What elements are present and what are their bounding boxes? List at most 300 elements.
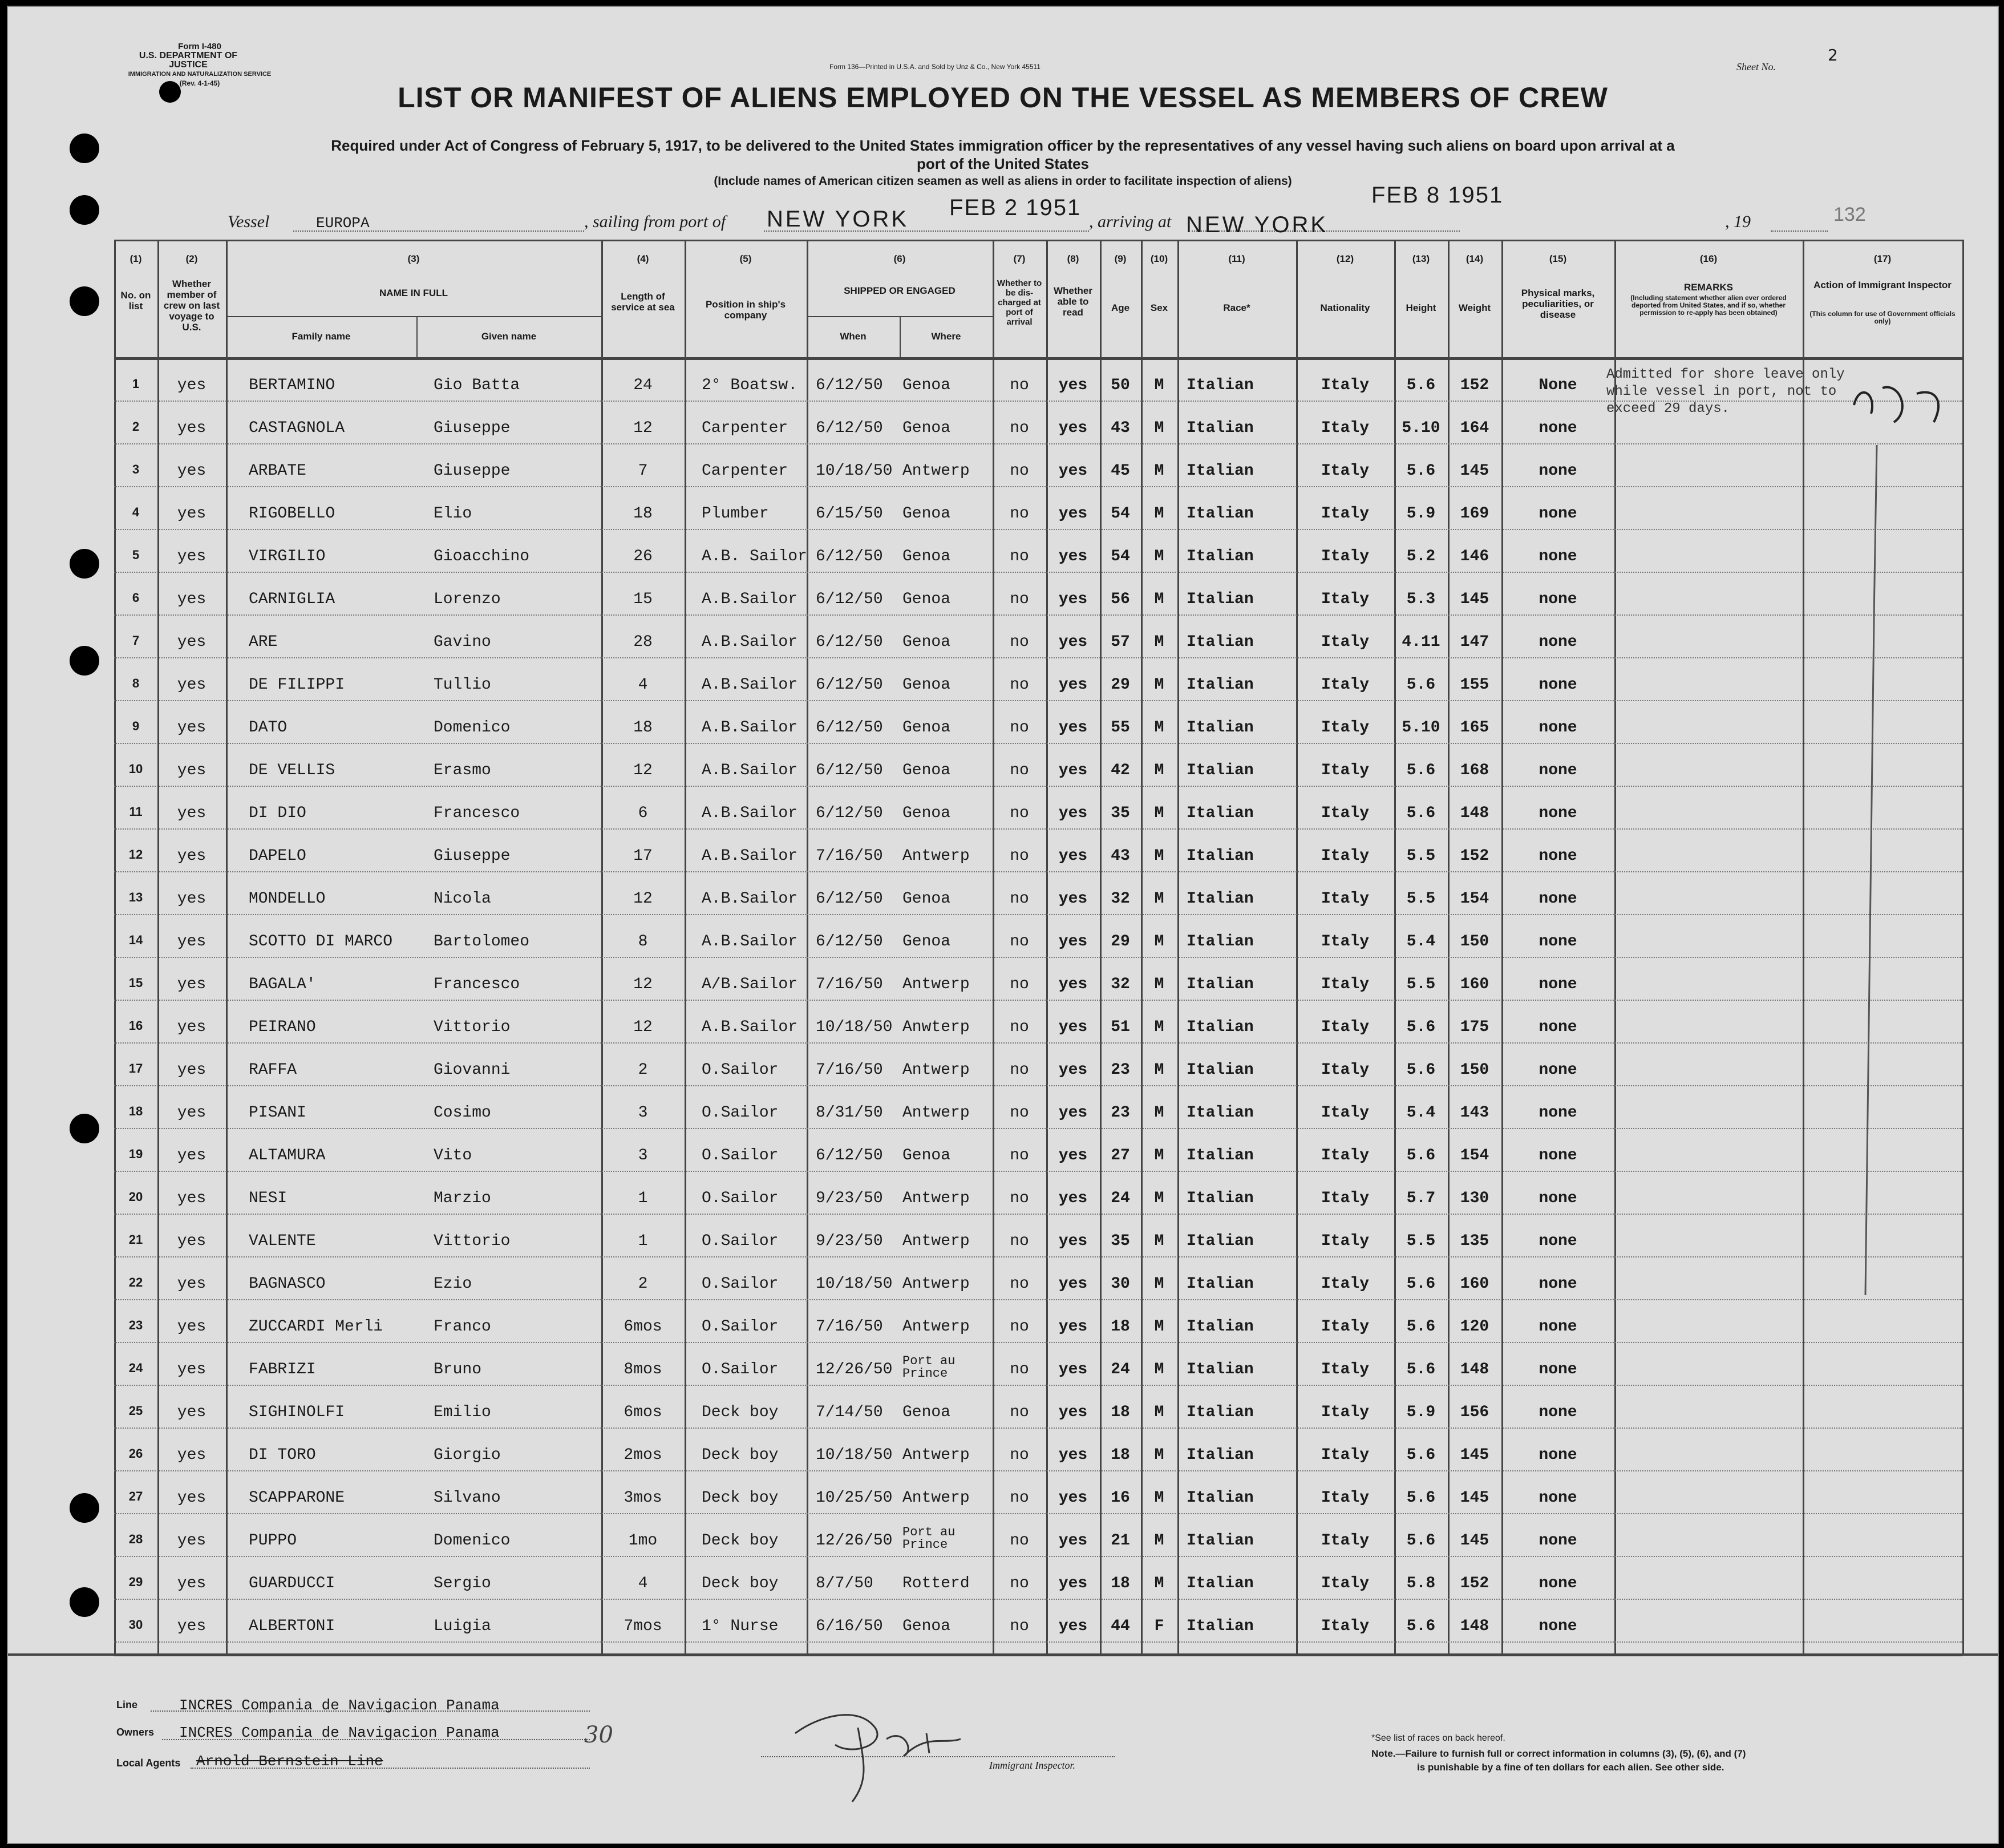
cell-family: FABRIZI (249, 1361, 316, 1378)
footer (8, 1653, 1998, 1842)
cell-weight: 135 (1460, 1232, 1489, 1250)
cell-height: 5.6 (1406, 1446, 1436, 1464)
cell-disch: no (1010, 505, 1029, 523)
note-block (1371, 1748, 1746, 1760)
cell-service: 3 (638, 1147, 648, 1164)
cell-nat: Italy (1321, 1275, 1369, 1293)
cell-where: Genoa (902, 591, 951, 608)
cell-weight: 164 (1460, 419, 1489, 437)
cell-race: Italian (1187, 1446, 1254, 1464)
cell-given: Nicola (434, 890, 491, 908)
cell-age: 29 (1111, 933, 1130, 951)
cell-given: Giuseppe (434, 462, 511, 480)
inspector-signature (772, 1693, 1029, 1807)
col-num: (13) (1412, 253, 1430, 264)
cell-no: 13 (128, 890, 143, 904)
cell-no: 6 (132, 591, 140, 605)
cell-when: 7/16/50 (816, 976, 883, 993)
cell-service: 12 (633, 762, 653, 779)
col-num: (4) (637, 253, 649, 264)
cell-race: Italian (1187, 1318, 1254, 1336)
cell-disch: no (1010, 890, 1029, 908)
cell-disch: no (1010, 804, 1029, 822)
cell-prev: yes (177, 419, 207, 437)
revision: (Rev. 4-1-45) (179, 79, 220, 87)
cell-family: BERTAMINO (249, 377, 335, 394)
cell-when: 10/18/50 (816, 1018, 893, 1036)
cell-prev: yes (177, 1018, 207, 1036)
cell-marks: none (1539, 804, 1577, 822)
cell-position: O.Sailor (702, 1147, 779, 1164)
cell-race: Italian (1187, 1061, 1254, 1079)
cell-family: NESI (249, 1190, 288, 1207)
cell-given: Elio (434, 505, 472, 523)
cell-age: 50 (1111, 377, 1130, 394)
note-label: Note.— (1371, 1748, 1406, 1759)
row-rule (114, 1428, 1962, 1429)
vessel-label: Vessel (228, 212, 270, 231)
cell-position: O.Sailor (702, 1275, 779, 1293)
cell-family: BAGALA' (249, 976, 316, 993)
cell-sex: M (1154, 1404, 1164, 1421)
cell-sex: M (1154, 1147, 1164, 1164)
sailing-label: , sailing from port of (584, 212, 726, 231)
cell-no: 16 (128, 1018, 143, 1033)
cell-marks: none (1539, 1190, 1577, 1207)
cell-where: Antwerp (902, 1275, 970, 1293)
col-num: (12) (1336, 253, 1354, 264)
cell-sex: M (1154, 933, 1164, 951)
cell-height: 5.5 (1406, 1232, 1436, 1250)
cell-marks: none (1539, 1232, 1577, 1250)
cell-marks: none (1539, 1489, 1577, 1507)
line-label: Line (116, 1699, 138, 1710)
cell-height: 5.6 (1406, 804, 1436, 822)
cell-weight: 169 (1460, 505, 1489, 523)
cell-no: 18 (128, 1104, 143, 1118)
cell-family: SCAPPARONE (249, 1489, 345, 1507)
cell-prev: yes (177, 676, 207, 694)
cell-family: DI DIO (249, 804, 306, 822)
header-race: Race* (1223, 302, 1250, 313)
cell-position: Deck boy (702, 1404, 779, 1421)
cell-race: Italian (1187, 719, 1254, 737)
cell-when: 6/12/50 (816, 676, 883, 694)
cell-read: yes (1058, 419, 1088, 437)
punch-hole (70, 1587, 99, 1617)
cell-marks: none (1539, 1617, 1577, 1635)
subtitle-1: Required under Act of Congress of February 5, 1917, to be delivered to the United States immigration officer by the representatives of any vessel having such aliens on board upon arrival at a (331, 137, 1675, 154)
cell-when: 7/16/50 (816, 1061, 883, 1079)
cell-marks: none (1539, 762, 1577, 779)
cell-disch: no (1010, 1018, 1029, 1036)
cell-service: 4 (638, 1575, 648, 1592)
col-num: (15) (1549, 253, 1567, 264)
cell-no: 23 (128, 1318, 143, 1332)
cell-when: 6/12/50 (816, 419, 883, 437)
cell-no: 27 (128, 1489, 143, 1503)
cell-age: 32 (1111, 976, 1130, 993)
cell-height: 5.5 (1406, 890, 1436, 908)
cell-sex: M (1154, 1532, 1164, 1550)
cell-age: 27 (1111, 1147, 1130, 1164)
cell-no: 17 (128, 1061, 143, 1075)
cell-height: 5.6 (1406, 1147, 1436, 1164)
cell-sex: F (1154, 1617, 1164, 1635)
cell-prev: yes (177, 548, 207, 565)
remarks-line-1: Admitted for shore leave only (1606, 367, 1845, 382)
cell-read: yes (1058, 1061, 1088, 1079)
cell-read: yes (1058, 1232, 1088, 1250)
cell-race: Italian (1187, 1275, 1254, 1293)
cell-sex: M (1154, 1575, 1164, 1592)
cell-weight: 165 (1460, 719, 1489, 737)
note-text: Failure to furnish full or correct information in columns (3), (5), (6), and (7) (1405, 1748, 1746, 1759)
cell-disch: no (1010, 1061, 1029, 1079)
cell-family: MONDELLO (249, 890, 326, 908)
cell-disch: no (1010, 1361, 1029, 1378)
cell-read: yes (1058, 762, 1088, 779)
cell-marks: none (1539, 1361, 1577, 1378)
cell-sex: M (1154, 719, 1164, 737)
cell-position: 1° Nurse (702, 1617, 779, 1635)
cell-prev: yes (177, 1532, 207, 1550)
cell-given: Silvano (434, 1489, 501, 1507)
cell-read: yes (1058, 847, 1088, 865)
count-mark: 30 (584, 1722, 613, 1748)
cell-weight: 148 (1460, 1617, 1489, 1635)
cell-disch: no (1010, 419, 1029, 437)
cell-family: PEIRANO (249, 1018, 316, 1036)
cell-marks: none (1539, 1147, 1577, 1164)
cell-height: 5.3 (1406, 591, 1436, 608)
header-where: Where (931, 331, 961, 342)
cell-no: 5 (132, 548, 140, 562)
header-given-name: Given name (481, 331, 537, 342)
cell-service: 1mo (628, 1532, 658, 1550)
cell-position: O.Sailor (702, 1061, 779, 1079)
punch-hole (70, 1114, 99, 1143)
cell-family: RIGOBELLO (249, 505, 335, 523)
cell-position: O.Sailor (702, 1190, 779, 1207)
cell-where: Antwerp (902, 1318, 970, 1336)
cell-family: DE FILIPPI (249, 676, 345, 694)
cell-weight: 147 (1460, 633, 1489, 651)
cell-marks: none (1539, 633, 1577, 651)
sheet-label: Sheet No. (1736, 61, 1776, 72)
cell-disch: no (1010, 462, 1029, 480)
cell-height: 5.6 (1406, 462, 1436, 480)
cell-service: 7mos (624, 1617, 662, 1635)
cell-where: Genoa (902, 719, 951, 737)
cell-service: 12 (633, 976, 653, 993)
cell-prev: yes (177, 1275, 207, 1293)
cell-family: DI TORO (249, 1446, 316, 1464)
cell-where: Anwterp (902, 1018, 970, 1036)
cell-family: GUARDUCCI (249, 1575, 335, 1592)
header-nationality: Nationality (1320, 302, 1370, 313)
cell-weight: 150 (1460, 933, 1489, 951)
manifest-sheet (7, 6, 1999, 1844)
cell-age: 56 (1111, 591, 1130, 608)
cell-disch: no (1010, 1275, 1029, 1293)
cell-weight: 168 (1460, 762, 1489, 779)
row-rule (114, 1171, 1962, 1172)
cell-age: 35 (1111, 1232, 1130, 1250)
cell-service: 15 (633, 591, 653, 608)
row-rule (114, 1042, 1962, 1044)
cell-read: yes (1058, 462, 1088, 480)
col-num: (6) (893, 253, 906, 264)
cell-given: Giuseppe (434, 419, 511, 437)
sailing-port: NEW YORK (767, 207, 909, 232)
cell-age: 23 (1111, 1104, 1130, 1122)
form-number: Form I-480 (178, 42, 221, 51)
cell-prev: yes (177, 719, 207, 737)
cell-nat: Italy (1321, 976, 1369, 993)
cell-race: Italian (1187, 505, 1254, 523)
cell-weight: 143 (1460, 1104, 1489, 1122)
cell-marks: none (1539, 676, 1577, 694)
cell-read: yes (1058, 591, 1088, 608)
cell-weight: 154 (1460, 890, 1489, 908)
cell-position: A.B.Sailor (702, 847, 798, 865)
row-rule (114, 871, 1962, 872)
cell-nat: Italy (1321, 1318, 1369, 1336)
cell-sex: M (1154, 505, 1164, 523)
cell-sex: M (1154, 676, 1164, 694)
cell-position: O.Sailor (702, 1232, 779, 1250)
cell-position: A.B.Sailor (702, 762, 798, 779)
header-inspector-action: Action of Immigrant Inspector (1813, 280, 1952, 290)
cell-marks: none (1539, 1061, 1577, 1079)
cell-read: yes (1058, 719, 1088, 737)
cell-nat: Italy (1321, 1061, 1369, 1079)
cell-nat: Italy (1321, 419, 1369, 437)
col-num: (11) (1228, 253, 1245, 264)
cell-read: yes (1058, 1318, 1088, 1336)
cell-marks: none (1539, 1275, 1577, 1293)
cell-race: Italian (1187, 976, 1254, 993)
cell-marks: none (1539, 462, 1577, 480)
subtitle-2: port of the United States (917, 155, 1089, 172)
cell-position: A/B.Sailor (702, 976, 798, 993)
cell-given: Vito (434, 1147, 472, 1164)
cell-nat: Italy (1321, 548, 1369, 565)
cell-prev: yes (177, 1489, 207, 1507)
cell-height: 5.7 (1406, 1190, 1436, 1207)
cell-age: 42 (1111, 762, 1130, 779)
col-num: (10) (1150, 253, 1168, 264)
cell-height: 5.6 (1406, 377, 1436, 394)
cell-service: 12 (633, 890, 653, 908)
cell-service: 2 (638, 1061, 648, 1079)
col-num: (5) (739, 253, 752, 264)
cell-marks: none (1539, 933, 1577, 951)
cell-race: Italian (1187, 1104, 1254, 1122)
col-num: (2) (185, 253, 198, 264)
cell-disch: no (1010, 762, 1029, 779)
cell-sex: M (1154, 890, 1164, 908)
header-family-name: Family name (292, 331, 351, 342)
cell-when: 7/14/50 (816, 1404, 883, 1421)
row-rule (114, 914, 1962, 915)
cell-marks: none (1539, 719, 1577, 737)
cell-read: yes (1058, 1104, 1088, 1122)
cell-where: Genoa (902, 419, 951, 437)
cell-age: 29 (1111, 676, 1130, 694)
cell-no: 19 (128, 1147, 143, 1161)
cell-sex: M (1154, 1446, 1164, 1464)
cell-family: DATO (249, 719, 288, 737)
cell-where: Genoa (902, 933, 951, 951)
cell-no: 1 (132, 377, 140, 391)
cell-height: 5.6 (1406, 1617, 1436, 1635)
header-age: Age (1111, 302, 1130, 313)
header-remarks-note: (Including statement whether alien ever ordered deported from United States, and if so, whether permission to re-apply has been obtained) (1630, 294, 1787, 317)
cell-nat: Italy (1321, 762, 1369, 779)
cell-race: Italian (1187, 462, 1254, 480)
cell-position: A.B.Sailor (702, 591, 798, 608)
inspector-pencil-mark (1803, 359, 1962, 1653)
cell-disch: no (1010, 591, 1029, 608)
cell-when: 6/12/50 (816, 1147, 883, 1164)
cell-where: Genoa (902, 890, 951, 908)
cell-prev: yes (177, 1361, 207, 1378)
cell-where: Genoa (902, 633, 951, 651)
cell-nat: Italy (1321, 1446, 1369, 1464)
cell-prev: yes (177, 976, 207, 993)
cell-when: 6/12/50 (816, 377, 883, 394)
cell-when: 6/12/50 (816, 890, 883, 908)
cell-race: Italian (1187, 933, 1254, 951)
cell-position: O.Sailor (702, 1318, 779, 1336)
cell-height: 5.6 (1406, 1532, 1436, 1550)
row-rule (114, 1385, 1962, 1386)
cell-read: yes (1058, 1018, 1088, 1036)
cell-no: 10 (128, 762, 143, 776)
cell-given: Vittorio (434, 1232, 511, 1250)
cell-given: Gavino (434, 633, 491, 651)
cell-height: 5.8 (1406, 1575, 1436, 1592)
row-rule (114, 1513, 1962, 1514)
crew-table (114, 240, 1962, 1653)
cell-race: Italian (1187, 1532, 1254, 1550)
cell-no: 7 (132, 633, 140, 648)
cell-disch: no (1010, 1617, 1029, 1635)
cell-nat: Italy (1321, 1489, 1369, 1507)
cell-weight: 120 (1460, 1318, 1489, 1336)
cell-race: Italian (1187, 591, 1254, 608)
cell-prev: yes (177, 804, 207, 822)
cell-where: Antwerp (902, 1104, 970, 1122)
cell-race: Italian (1187, 1190, 1254, 1207)
cell-sex: M (1154, 462, 1164, 480)
cell-race: Italian (1187, 377, 1254, 394)
cell-read: yes (1058, 377, 1088, 394)
cell-when: 10/18/50 (816, 1275, 893, 1293)
cell-service: 3 (638, 1104, 648, 1122)
cell-race: Italian (1187, 1404, 1254, 1421)
cell-race: Italian (1187, 847, 1254, 865)
cell-marks: none (1539, 591, 1577, 608)
cell-where: Genoa (902, 1404, 951, 1421)
cell-given: Gio Batta (434, 377, 520, 394)
cell-given: Domenico (434, 719, 511, 737)
cell-read: yes (1058, 933, 1088, 951)
cell-marks: None (1539, 377, 1577, 394)
cell-position: A.B.Sailor (702, 1018, 798, 1036)
page-title: LIST OR MANIFEST OF ALIENS EMPLOYED ON THE VESSEL AS MEMBERS OF CREW (398, 82, 1608, 114)
cell-sex: M (1154, 1104, 1164, 1122)
cell-weight: 148 (1460, 804, 1489, 822)
cell-age: 55 (1111, 719, 1130, 737)
cell-read: yes (1058, 676, 1088, 694)
cell-read: yes (1058, 505, 1088, 523)
cell-height: 5.5 (1406, 847, 1436, 865)
cell-position: A.B.Sailor (702, 890, 798, 908)
cell-service: 1 (638, 1190, 648, 1207)
cell-position: Deck boy (702, 1575, 779, 1592)
header-weight: Weight (1458, 302, 1491, 313)
cell-prev: yes (177, 890, 207, 908)
cell-prev: yes (177, 1575, 207, 1592)
cell-given: Sergio (434, 1575, 491, 1592)
cell-race: Italian (1187, 548, 1254, 565)
cell-no: 15 (128, 976, 143, 990)
arriving-date: FEB 8 1951 (1371, 183, 1504, 208)
cell-prev: yes (177, 1190, 207, 1207)
cell-race: Italian (1187, 762, 1254, 779)
cell-where: Genoa (902, 804, 951, 822)
remarks-line-3: exceed 29 days. (1606, 401, 1730, 416)
cell-height: 5.6 (1406, 1275, 1436, 1293)
cell-weight: 155 (1460, 676, 1489, 694)
cell-given: Marzio (434, 1190, 491, 1207)
header-shipped: SHIPPED OR ENGAGED (844, 285, 956, 296)
cell-family: ARE (249, 633, 278, 651)
cell-when: 12/26/50 (816, 1361, 893, 1378)
cell-position: A.B.Sailor (702, 719, 798, 737)
col-num: (17) (1873, 253, 1892, 264)
cell-sex: M (1154, 1190, 1164, 1207)
cell-marks: none (1539, 1404, 1577, 1421)
punch-hole (70, 195, 99, 225)
cell-family: ARBATE (249, 462, 306, 480)
col-num: (7) (1013, 253, 1026, 264)
row-rule (114, 700, 1962, 701)
cell-sex: M (1154, 633, 1164, 651)
cell-marks: none (1539, 1018, 1577, 1036)
cell-where: Antwerp (902, 976, 970, 993)
cell-position: Deck boy (702, 1489, 779, 1507)
cell-prev: yes (177, 377, 207, 394)
cell-service: 12 (633, 419, 653, 437)
inspector-label: Immigrant Inspector. (989, 1760, 1075, 1771)
remarks-line-2: while vessel in port, not to (1606, 384, 1837, 399)
cell-where: Port au Prince (902, 1355, 956, 1380)
cell-race: Italian (1187, 633, 1254, 651)
header-physical-marks: Physical marks, peculiarities, or disease (1521, 288, 1595, 320)
cell-family: ALBERTONI (249, 1617, 335, 1635)
cell-prev: yes (177, 633, 207, 651)
cell-no: 9 (132, 719, 140, 733)
cell-read: yes (1058, 548, 1088, 565)
page-mark: 132 (1833, 204, 1866, 225)
cell-weight: 145 (1460, 591, 1489, 608)
cell-given: Cosimo (434, 1104, 491, 1122)
cell-sex: M (1154, 1018, 1164, 1036)
